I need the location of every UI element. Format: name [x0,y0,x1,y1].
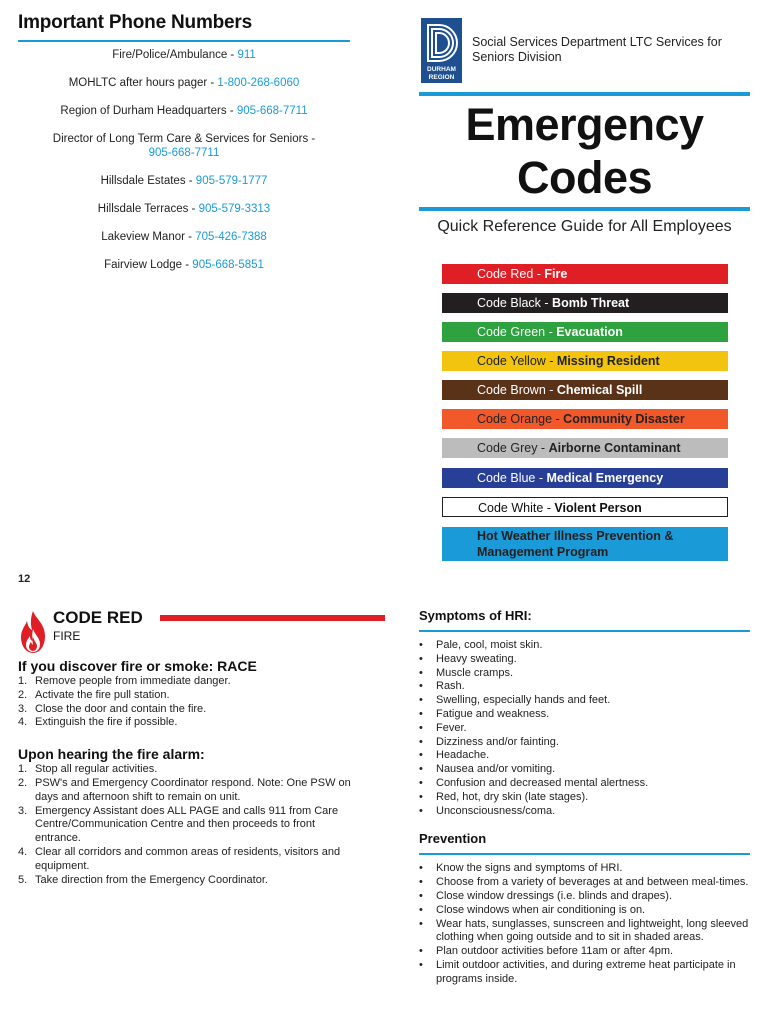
phone-number: 911 [237,49,256,61]
phone-label: Fire/Police/Ambulance - [112,49,238,61]
list-item: • Unconsciousness/coma. [419,805,750,819]
code-name: Code Green [477,325,546,339]
phone-entry [18,230,350,244]
code-red-subtitle: FIRE [53,629,81,643]
phone-numbers-title: Important Phone Numbers [18,12,252,33]
code-bar-black: Code Black - Bomb Threat [442,293,728,313]
code-name: Code Brown [477,383,546,397]
phone-entry [18,48,350,62]
code-bar-hot-weather [442,527,728,561]
phone-entry [18,132,350,160]
phone-number: 905-579-3313 [198,203,271,215]
list-item: 4. Extinguish the fire if possible. [18,716,178,729]
phone-entry [18,174,350,188]
code-description: Violent Person [554,501,642,515]
list-item: 2. PSW's and Emergency Coordinator respond. Note: One PSW on days and afternoon shift to remain on unit. [18,776,351,803]
code-description: Medical Emergency [546,471,664,485]
phone-numbers-divider [18,40,350,42]
symptoms-list [419,639,750,818]
phone-entry [18,258,350,272]
code-description: Airborne Contaminant [548,441,681,455]
phone-label: Director of Long Term Care & Services for Seniors - [52,133,316,145]
code-bar-orange: Code Orange - Community Disaster [442,409,728,429]
code-bar-brown: Code Brown - Chemical Spill [442,380,728,400]
cover-title-line-1: Emergency [465,99,704,150]
page-number: 12 [18,573,31,585]
phone-label: MOHLTC after hours pager - [68,77,218,89]
list-item: • Rash. [419,680,750,694]
code-description: Community Disaster [563,412,685,426]
list-item: • Muscle cramps. [419,667,750,681]
list-item: 1. Remove people from immediate danger. [18,675,231,687]
code-description: Evacuation [556,325,623,339]
phone-number: 905-668-7711 [148,147,220,159]
cover-title [419,98,750,204]
durham-logo-icon [425,22,458,64]
durham-region-logo [421,18,462,83]
list-item: • Plan outdoor activities before 11am or after 4pm. [419,945,750,959]
code-red-title: CODE RED [53,608,143,627]
code-name: Code Red [477,267,534,281]
list-item: • Heavy sweating. [419,653,750,667]
list-item: • Dizziness and/or fainting. [419,736,750,750]
fire-icon [18,610,48,654]
list-item: • Limit outdoor activities, and during extreme heat participate in programs inside. [419,959,750,987]
cover-subtitle: Quick Reference Guide for All Employees [437,218,732,235]
code-bar-white: Code White - Violent Person [442,497,728,517]
fire-alarm-heading: Upon hearing the fire alarm: [18,746,205,763]
symptoms-divider [419,630,750,632]
phone-entry [18,202,350,216]
phone-list [18,48,350,272]
list-item: • Choose from a variety of beverages at and between meal-times. [419,876,750,890]
code-name: Code Yellow [477,354,546,368]
list-item: • Swelling, especially hands and feet. [419,694,750,708]
list-item: • Close window dressings (i.e. blinds and drapes). [419,890,750,904]
code-name: Code Black [477,296,541,310]
code-description: Fire [544,267,568,281]
race-heading: If you discover fire or smoke: RACE [18,658,257,674]
prevention-divider [419,853,750,855]
cover-divider-top [419,92,750,96]
code-bar-red: Code Red - Fire [442,264,728,284]
department-name: Social Services Department LTC Services for Seniors Division [472,35,722,64]
phone-numbers-section [18,12,350,286]
code-name: Code White [478,501,544,515]
list-item: • Close windows when air conditioning is on. [419,904,750,918]
prevention-list [419,862,750,986]
code-name: Code Grey [477,441,538,455]
phone-label: Fairview Lodge - [104,259,193,271]
hri-section [419,607,750,987]
list-item: • Wear hats, sunglasses, sunscreen and lightweight, long sleeved clothing when going outside and to sit in shaded areas. [419,918,750,946]
list-item: • Know the signs and symptoms of HRI. [419,862,750,876]
fire-alarm-steps [18,763,358,887]
prevention-heading: Prevention [419,831,487,847]
race-steps [18,675,358,730]
code-description: Chemical Spill [556,383,643,397]
list-item: • Pale, cool, moist skin. [419,639,750,653]
phone-label: Hillsdale Estates - [100,175,196,187]
cover-divider-bottom [419,207,750,211]
code-bar-blue: Code Blue - Medical Emergency [442,468,728,488]
code-bar-yellow: Code Yellow - Missing Resident [442,351,728,371]
list-item: 5. Take direction from the Emergency Coordinator. [18,873,268,886]
code-red-instructions [18,658,358,887]
code-bar-grey: Code Grey - Airborne Contaminant [442,438,728,458]
phone-number: 1-800-268-6060 [217,77,300,89]
phone-label: Hillsdale Terraces - [97,203,199,215]
phone-label: Region of Durham Headquarters - [60,105,237,117]
code-name: Code Blue [477,471,536,485]
list-item: 1. Stop all regular activities. [18,763,158,776]
list-item: 3. Close the door and contain the fire. [18,702,207,715]
list-item: • Fever. [419,722,750,736]
list-item: • Headache. [419,749,750,763]
phone-number: 705-426-7388 [195,231,267,243]
list-item: • Confusion and decreased mental alertness. [419,777,750,791]
phone-entry [18,104,350,118]
code-description: Bomb Threat [552,296,630,310]
list-item: • Red, hot, dry skin (late stages). [419,791,750,805]
list-item: 2. Activate the fire pull station. [18,688,170,701]
cover-title-line-2: Codes [516,152,653,203]
code-name: Code Orange [477,412,553,426]
phone-number: 905-668-5851 [192,259,264,271]
code-description: Missing Resident [556,354,660,368]
phone-number: 905-668-7711 [236,105,308,117]
list-item: • Nausea and/or vomiting. [419,763,750,777]
code-description: Hot Weather Illness Prevention & Management Program [477,529,674,559]
phone-number: 905-579-1777 [195,175,268,187]
code-bar-green: Code Green - Evacuation [442,322,728,342]
list-item: • Fatigue and weakness. [419,708,750,722]
code-red-accent-bar [160,615,385,621]
list-item: 4. Clear all corridors and common areas of residents, visitors and equipment. [18,845,341,872]
phone-label: Lakeview Manor - [101,231,196,243]
list-item: 3. Emergency Assistant does ALL PAGE and calls 911 from Care Centre/Communication Centre and then proceeds to front entrance. [18,804,339,845]
logo-line-1: DURHAM [427,66,456,73]
symptoms-heading: Symptoms of HRI: [419,608,532,623]
logo-line-2: REGION [428,73,455,81]
phone-entry [18,76,350,90]
logo-text [421,66,462,81]
